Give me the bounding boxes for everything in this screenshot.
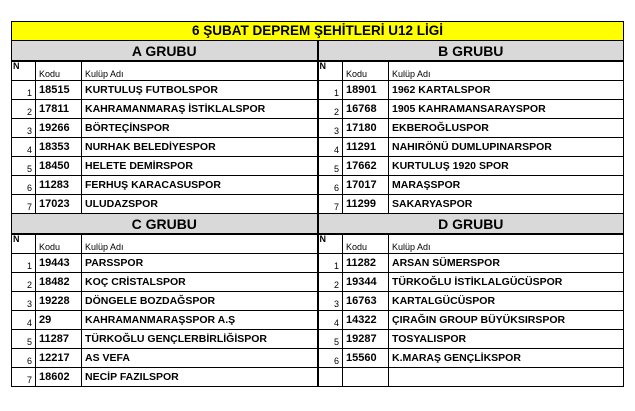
table-row <box>319 100 624 119</box>
club-code: 18482 <box>36 273 82 292</box>
club-name: KAHRAMANMARAŞ İSTİKLALSPOR <box>82 100 318 119</box>
row-number: 2 <box>319 100 343 119</box>
club-name: KURTULUŞ FUTBOLSPOR <box>82 81 318 100</box>
club-name: NAHIRÖNÜ DUMLUPINARSPOR <box>389 138 624 157</box>
group-title: B GRUBU <box>319 41 625 61</box>
club-code: 17811 <box>36 100 82 119</box>
table-row <box>319 157 624 176</box>
club-code: 19344 <box>343 273 389 292</box>
row-number: 4 <box>12 138 36 157</box>
club-code: 12217 <box>36 349 82 368</box>
row-number: 5 <box>319 330 343 349</box>
club-name: KARTALGÜCÜSPOR <box>389 292 624 311</box>
groups-row-top <box>11 41 624 214</box>
club-code: 17662 <box>343 157 389 176</box>
col-header-n: N <box>319 235 343 254</box>
col-header-club: Kulüp Adı <box>82 62 318 81</box>
club-code: 16763 <box>343 292 389 311</box>
club-code: 14322 <box>343 311 389 330</box>
col-header-n: N <box>12 62 36 81</box>
row-number: 6 <box>319 349 343 368</box>
club-code: 11291 <box>343 138 389 157</box>
row-number: 6 <box>12 176 36 195</box>
club-code: 15560 <box>343 349 389 368</box>
table-row <box>12 176 318 195</box>
table-row <box>319 330 624 349</box>
group-c <box>11 214 318 387</box>
row-number: 6 <box>319 176 343 195</box>
club-name: KURTULUŞ 1920 SPOR <box>389 157 624 176</box>
table-row <box>12 330 318 349</box>
col-header-kodu: Kodu <box>343 235 389 254</box>
club-name: KOÇ CRİSTALSPOR <box>82 273 318 292</box>
group-title: D GRUBU <box>319 214 625 234</box>
table-row <box>12 254 318 273</box>
table-header-row <box>319 62 624 81</box>
club-name: FERHUŞ KARACASUSPOR <box>82 176 318 195</box>
group-table <box>11 234 318 387</box>
club-name: AS VEFA <box>82 349 318 368</box>
table-row <box>319 254 624 273</box>
table-row <box>319 138 624 157</box>
club-name: ULUDAZSPOR <box>82 195 318 214</box>
club-name: 1962 KARTALSPOR <box>389 81 624 100</box>
club-name: 1905 KAHRAMANSARAYSPOR <box>389 100 624 119</box>
row-number: 1 <box>12 81 36 100</box>
club-name: MARAŞSPOR <box>389 176 624 195</box>
table-row <box>12 368 318 387</box>
club-code: 11283 <box>36 176 82 195</box>
club-code: 19266 <box>36 119 82 138</box>
row-number: 4 <box>12 311 36 330</box>
club-name: HELETE DEMİRSPOR <box>82 157 318 176</box>
row-number: 1 <box>319 81 343 100</box>
table-row <box>319 292 624 311</box>
club-code: 16768 <box>343 100 389 119</box>
club-name: EKBEROĞLUSPOR <box>389 119 624 138</box>
club-name: TOSYALISPOR <box>389 330 624 349</box>
club-code: 19287 <box>343 330 389 349</box>
col-header-club: Kulüp Adı <box>389 235 624 254</box>
col-header-kodu: Kodu <box>343 62 389 81</box>
league-sheet <box>11 21 624 387</box>
club-name: NECİP FAZILSPOR <box>82 368 318 387</box>
group-table <box>319 234 625 387</box>
col-header-n: N <box>12 235 36 254</box>
row-number: 3 <box>319 119 343 138</box>
row-number: 3 <box>12 119 36 138</box>
club-name: KAHRAMANMARAŞSPOR A.Ş <box>82 311 318 330</box>
group-title: C GRUBU <box>11 214 318 234</box>
row-number: 6 <box>12 349 36 368</box>
table-row <box>12 311 318 330</box>
club-code: 19443 <box>36 254 82 273</box>
group-d <box>318 214 625 387</box>
col-header-club: Kulüp Adı <box>82 235 318 254</box>
table-header-row <box>12 235 318 254</box>
club-code <box>343 368 389 387</box>
club-name: TÜRKOĞLU GENÇLERBİRLİĞİSPOR <box>82 330 318 349</box>
table-row <box>12 100 318 119</box>
table-row <box>12 119 318 138</box>
group-title: A GRUBU <box>11 41 318 61</box>
club-code: 18353 <box>36 138 82 157</box>
col-header-club: Kulüp Adı <box>389 62 624 81</box>
club-code: 11287 <box>36 330 82 349</box>
table-row <box>319 176 624 195</box>
club-code: 18602 <box>36 368 82 387</box>
table-row <box>319 311 624 330</box>
club-code: 17023 <box>36 195 82 214</box>
club-name: K.MARAŞ GENÇLİKSPOR <box>389 349 624 368</box>
club-name <box>389 368 624 387</box>
club-code: 19228 <box>36 292 82 311</box>
table-row <box>12 81 318 100</box>
table-row <box>319 368 624 387</box>
table-row <box>319 119 624 138</box>
club-name: ÇIRAĞIN GROUP BÜYÜKSIRSPOR <box>389 311 624 330</box>
club-name: DÖNGELE BOZDAĞSPOR <box>82 292 318 311</box>
row-number: 7 <box>12 368 36 387</box>
group-b <box>318 41 625 214</box>
table-header-row <box>12 62 318 81</box>
row-number: 5 <box>12 330 36 349</box>
table-row <box>319 81 624 100</box>
table-row <box>319 195 624 214</box>
group-table <box>319 61 625 214</box>
club-code: 18450 <box>36 157 82 176</box>
table-row <box>12 157 318 176</box>
club-name: TÜRKOĞLU İSTİKLALGÜCÜSPOR <box>389 273 624 292</box>
club-code: 29 <box>36 311 82 330</box>
table-row <box>12 349 318 368</box>
club-name: PARSSPOR <box>82 254 318 273</box>
row-number: 2 <box>12 273 36 292</box>
table-row <box>319 273 624 292</box>
row-number: 2 <box>12 100 36 119</box>
club-name: NURHAK BELEDİYESPOR <box>82 138 318 157</box>
club-code: 11299 <box>343 195 389 214</box>
group-a <box>11 41 318 214</box>
club-name: SAKARYASPOR <box>389 195 624 214</box>
table-row <box>319 349 624 368</box>
club-code: 17017 <box>343 176 389 195</box>
club-code: 11282 <box>343 254 389 273</box>
table-row <box>12 138 318 157</box>
row-number: 1 <box>319 254 343 273</box>
row-number: 4 <box>319 311 343 330</box>
col-header-kodu: Kodu <box>36 235 82 254</box>
col-header-n: N <box>319 62 343 81</box>
group-table <box>11 61 318 214</box>
club-name: BÖRTEÇİNSPOR <box>82 119 318 138</box>
league-title: 6 ŞUBAT DEPREM ŞEHİTLERİ U12 LİGİ <box>11 21 624 41</box>
club-code: 18515 <box>36 81 82 100</box>
row-number: 5 <box>319 157 343 176</box>
row-number: 3 <box>12 292 36 311</box>
row-number: 7 <box>12 195 36 214</box>
table-row <box>12 195 318 214</box>
row-number: 7 <box>319 195 343 214</box>
table-row <box>12 273 318 292</box>
club-code: 17180 <box>343 119 389 138</box>
club-name: ARSAN SÜMERSPOR <box>389 254 624 273</box>
table-row <box>12 292 318 311</box>
row-number: 3 <box>319 292 343 311</box>
row-number: 1 <box>12 254 36 273</box>
row-number: 2 <box>319 273 343 292</box>
groups-row-bottom <box>11 214 624 387</box>
table-header-row <box>319 235 624 254</box>
col-header-kodu: Kodu <box>36 62 82 81</box>
club-code: 18901 <box>343 81 389 100</box>
row-number: 4 <box>319 138 343 157</box>
row-number <box>319 368 343 387</box>
row-number: 5 <box>12 157 36 176</box>
